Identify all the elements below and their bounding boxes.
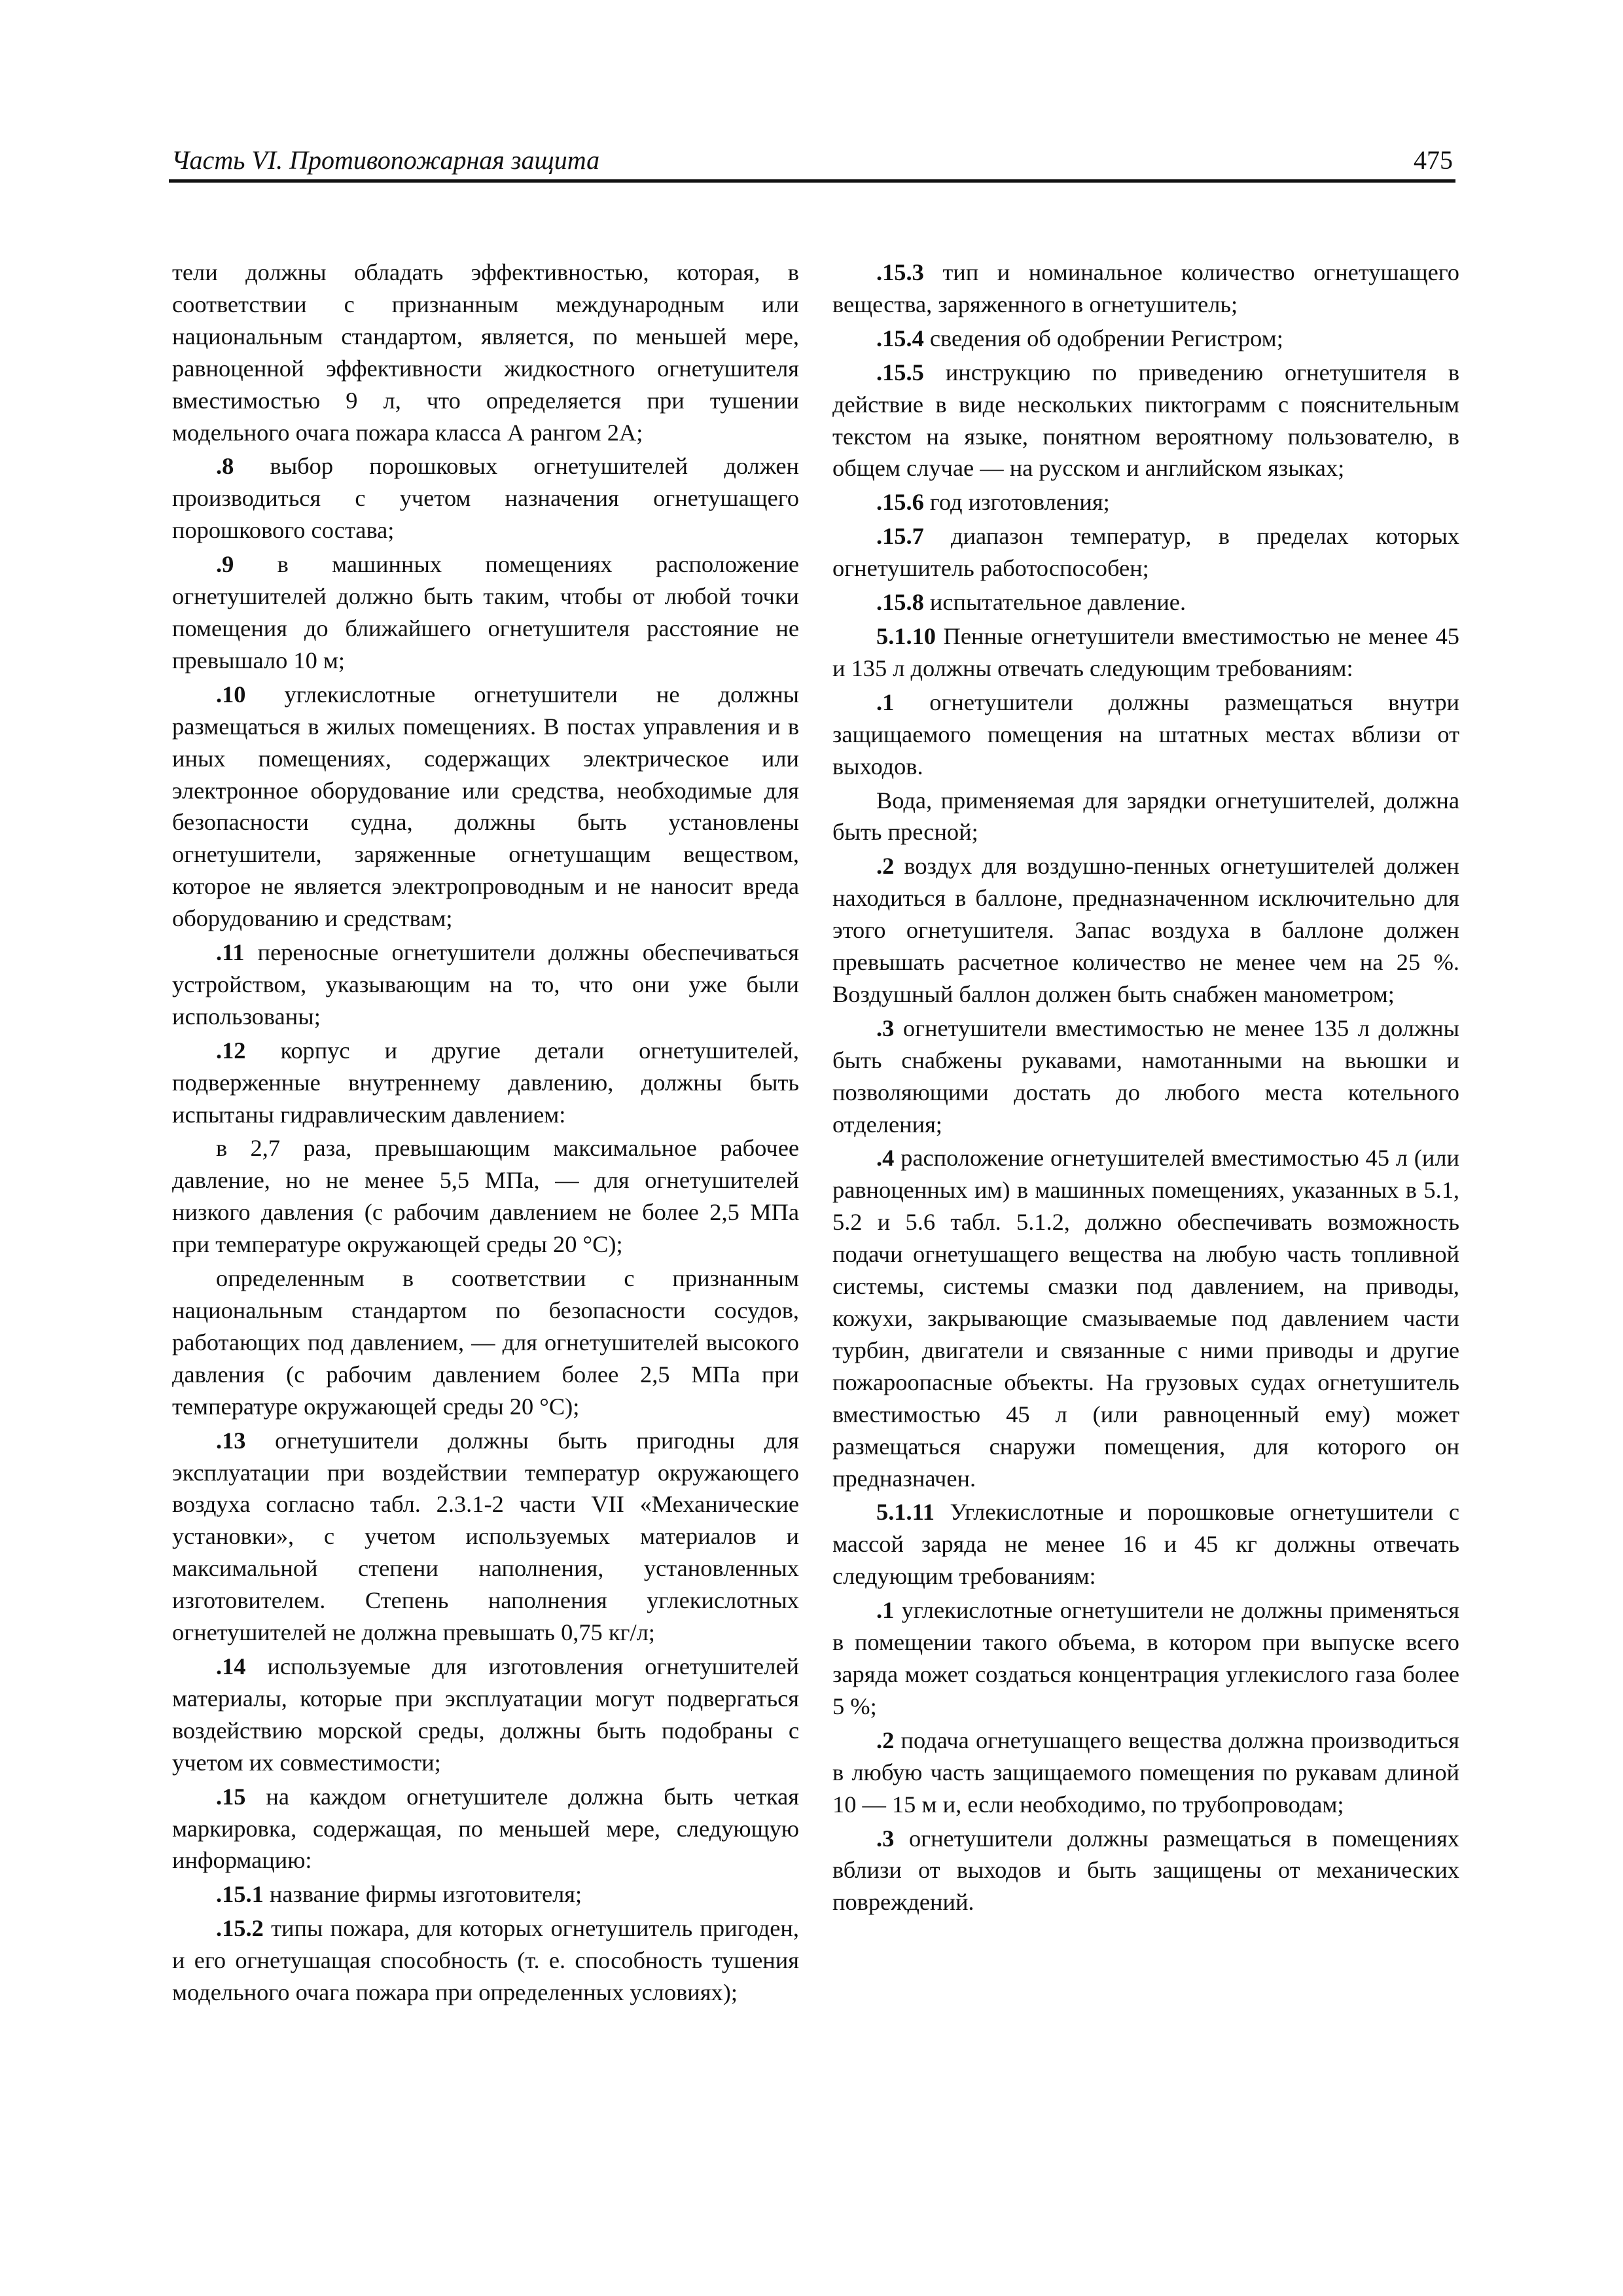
clause-number: .15.7 — [876, 523, 924, 550]
clause-number: .1 — [876, 689, 895, 715]
section-number: 5.1.10 — [876, 622, 936, 649]
clause-number: .11 — [216, 939, 245, 966]
paragraph: .15.4 сведения об одобрении Регистром; — [876, 325, 1283, 351]
clause-number: .15.1 — [216, 1881, 264, 1908]
running-title: Часть VI. Противопожарная защита — [171, 145, 600, 175]
page-number: 475 — [1414, 145, 1453, 175]
clause-number: .4 — [876, 1145, 895, 1172]
paragraph: в 2,7 раза, превышающим максимальное рабочее давление, но не менее 5,5 МПа, — для огнетушителей низкого давления (с рабочим давлением не более 2,5 МПа при температуре окружающей среды 20 °С); — [172, 1135, 799, 1258]
paragraph: .15.5 инструкцию по приведению огнетушителя в действие в виде нескольких пиктограмм с пояснительным текстом на языке, понятном вероятному пользователю, в общем случае — на русском и английском языках; — [832, 359, 1459, 482]
clause-number: .15.3 — [876, 259, 924, 285]
paragraph: .10 углекислотные огнетушители не должны размещаться в жилых помещениях. В постах управления и в иных помещениях, содержащих электрическое или электронное оборудование или средства, необходимые для безопасности судна, должны быть установлены огнетушители, заряженные огнетушащим веществом, которое не является электропроводным и не наносит вреда оборудованию и средствам; — [172, 681, 799, 932]
clause-number: .3 — [876, 1825, 895, 1852]
clause-number: .15.6 — [876, 489, 924, 516]
paragraph: .15.6 год изготовления; — [876, 489, 1110, 516]
paragraph: .9 в машинных помещениях расположение огнетушителей должно быть таким, чтобы от любой точки помещения до ближайшего огнетушителя расстояние не превышало 10 м; — [172, 551, 799, 673]
clause-number: .3 — [876, 1014, 895, 1041]
paragraph: 5.1.10 Пенные огнетушители вместимостью не менее 45 и 135 л должны отвечать следующим требованиям: — [832, 622, 1459, 681]
paragraph: .15.2 типы пожара, для которых огнетушитель пригоден, и его огнетушащая способность (т. е. способность тушения модельного очага пожара при определенных условиях); — [172, 1915, 799, 2006]
paragraph: .3 огнетушители вместимостью не менее 135 л должны быть снабжены рукавами, намотанными на вьюшки и позволяющими достать до любого места котельного отделения; — [832, 1014, 1459, 1138]
clause-number: .15.2 — [216, 1915, 264, 1942]
clause-number: .8 — [216, 453, 234, 480]
clause-number: .15.5 — [876, 359, 924, 386]
paragraph: .11 переносные огнетушители должны обеспечиваться устройством, указывающим на то, что они уже были использованы; — [172, 939, 799, 1030]
paragraph: тели должны обладать эффективностью, которая, в соответствии с признанным международным или национальным стандартом, является, по меньшей мере, равноценной эффективности жидкостного огнетушителя вместимостью 9 л, что определяется при тушении модельного очага пожара класса А рангом 2А; — [172, 259, 799, 446]
left-column — [172, 257, 799, 2011]
paragraph: .15.7 диапазон температур, в пределах которых огнетушитель работоспособен; — [832, 523, 1459, 582]
section-number: 5.1.11 — [876, 1499, 935, 1526]
paragraph: .15.1 название фирмы изготовителя; — [216, 1881, 582, 1908]
paragraph: .15 на каждом огнетушителе должна быть четкая маркировка, содержащая, по меньшей мере, следующую информацию: — [172, 1783, 799, 1874]
paragraph: Вода, применяемая для зарядки огнетушителей, должна быть пресной; — [832, 787, 1459, 846]
paragraph: .1 огнетушители должны размещаться внутри защищаемого помещения на штатных местах вблизи от выходов. — [832, 689, 1459, 780]
paragraph: .1 углекислотные огнетушители не должны применяться в помещении такого объема, в котором при выпуске всего заряда может создаться концентрация углекислого газа более 5 %; — [832, 1597, 1459, 1719]
clause-number: .1 — [876, 1597, 895, 1624]
paragraph: .4 расположение огнетушителей вместимостью 45 л (или равноценных им) в машинных помещениях, указанных в 5.1, 5.2 и 5.6 табл. 5.1.2, должно обеспечивать возможность подачи огнетушащего вещества на любую часть топливной системы, системы смазки под давлением, на приводы, кожухи, закрывающие смазываемые под давлением части турбин, двигатели и связанные с ними приводы и другие пожароопасные объекты. На грузовых судах огнетушитель вместимостью 45 л (или равноценный ему) может размещаться снаружи помещения, для которого он предназначен. — [832, 1145, 1459, 1492]
clause-number: .15.4 — [876, 325, 924, 351]
paragraph: .2 подача огнетушащего вещества должна производиться в любую часть защищаемого помещения по рукавам длиной 10 — 15 м и, если необходимо, по трубопроводам; — [832, 1727, 1459, 1818]
paragraph: .15.3 тип и номинальное количество огнетушащего вещества, заряженного в огнетушитель; — [832, 259, 1459, 317]
clause-number: .10 — [216, 681, 246, 708]
paragraph: .15.8 испытательное давление. — [876, 589, 1186, 616]
clause-number: .12 — [216, 1037, 246, 1064]
clause-number: .15 — [216, 1783, 246, 1810]
right-column — [832, 257, 1459, 1920]
paragraph: определенным в соответствии с признанным национальным стандартом по безопасности сосудов, работающих под давлением, — для огнетушителей высокого давления (с рабочим давлением более 2,5 МПа при температуре окружающей среды 20 °С); — [172, 1265, 799, 1420]
clause-number: .14 — [216, 1653, 246, 1679]
clause-number: .2 — [876, 853, 895, 880]
clause-number: .2 — [876, 1727, 895, 1753]
paragraph: .2 воздух для воздушно-пенных огнетушителей должен находиться в баллоне, предназначенном исключительно для этого огнетушителя. Запас воздуха в баллоне должен превышать расчетное количество не менее чем на 25 %. Воздушный баллон должен быть снабжен манометром; — [832, 853, 1459, 1007]
clause-number: .13 — [216, 1427, 246, 1454]
clause-number: .15.8 — [876, 589, 924, 616]
paragraph: 5.1.11 Углекислотные и порошковые огнетушители с массой заряда не менее 16 и 45 кг должны отвечать следующим требованиям: — [832, 1499, 1459, 1590]
page-header — [169, 140, 1455, 183]
paragraph: .8 выбор порошковых огнетушителей должен производиться с учетом назначения огнетушащего порошкового состава; — [172, 453, 799, 544]
paragraph: .12 корпус и другие детали огнетушителей, подверженные внутреннему давлению, должны быть испытаны гидравлическим давлением: — [172, 1037, 799, 1128]
clause-number: .9 — [216, 551, 234, 578]
paragraph: .14 используемые для изготовления огнетушителей материалы, которые при эксплуатации могут подвергаться воздействию морской среды, должны быть подобраны с учетом их совместимости; — [172, 1653, 799, 1776]
paragraph: .13 огнетушители должны быть пригодны для эксплуатации при воздействии температур окружающего воздуха согласно табл. 2.3.1-2 части VII «Механические установки», с учетом используемых материалов и максимальной степени наполнения, установленных изготовителем. Степень наполнения углекислотных огнетушителей не должна превышать 0,75 кг/л; — [172, 1427, 799, 1646]
paragraph: .3 огнетушители должны размещаться в помещениях вблизи от выходов и быть защищены от механических повреждений. — [832, 1825, 1459, 1916]
